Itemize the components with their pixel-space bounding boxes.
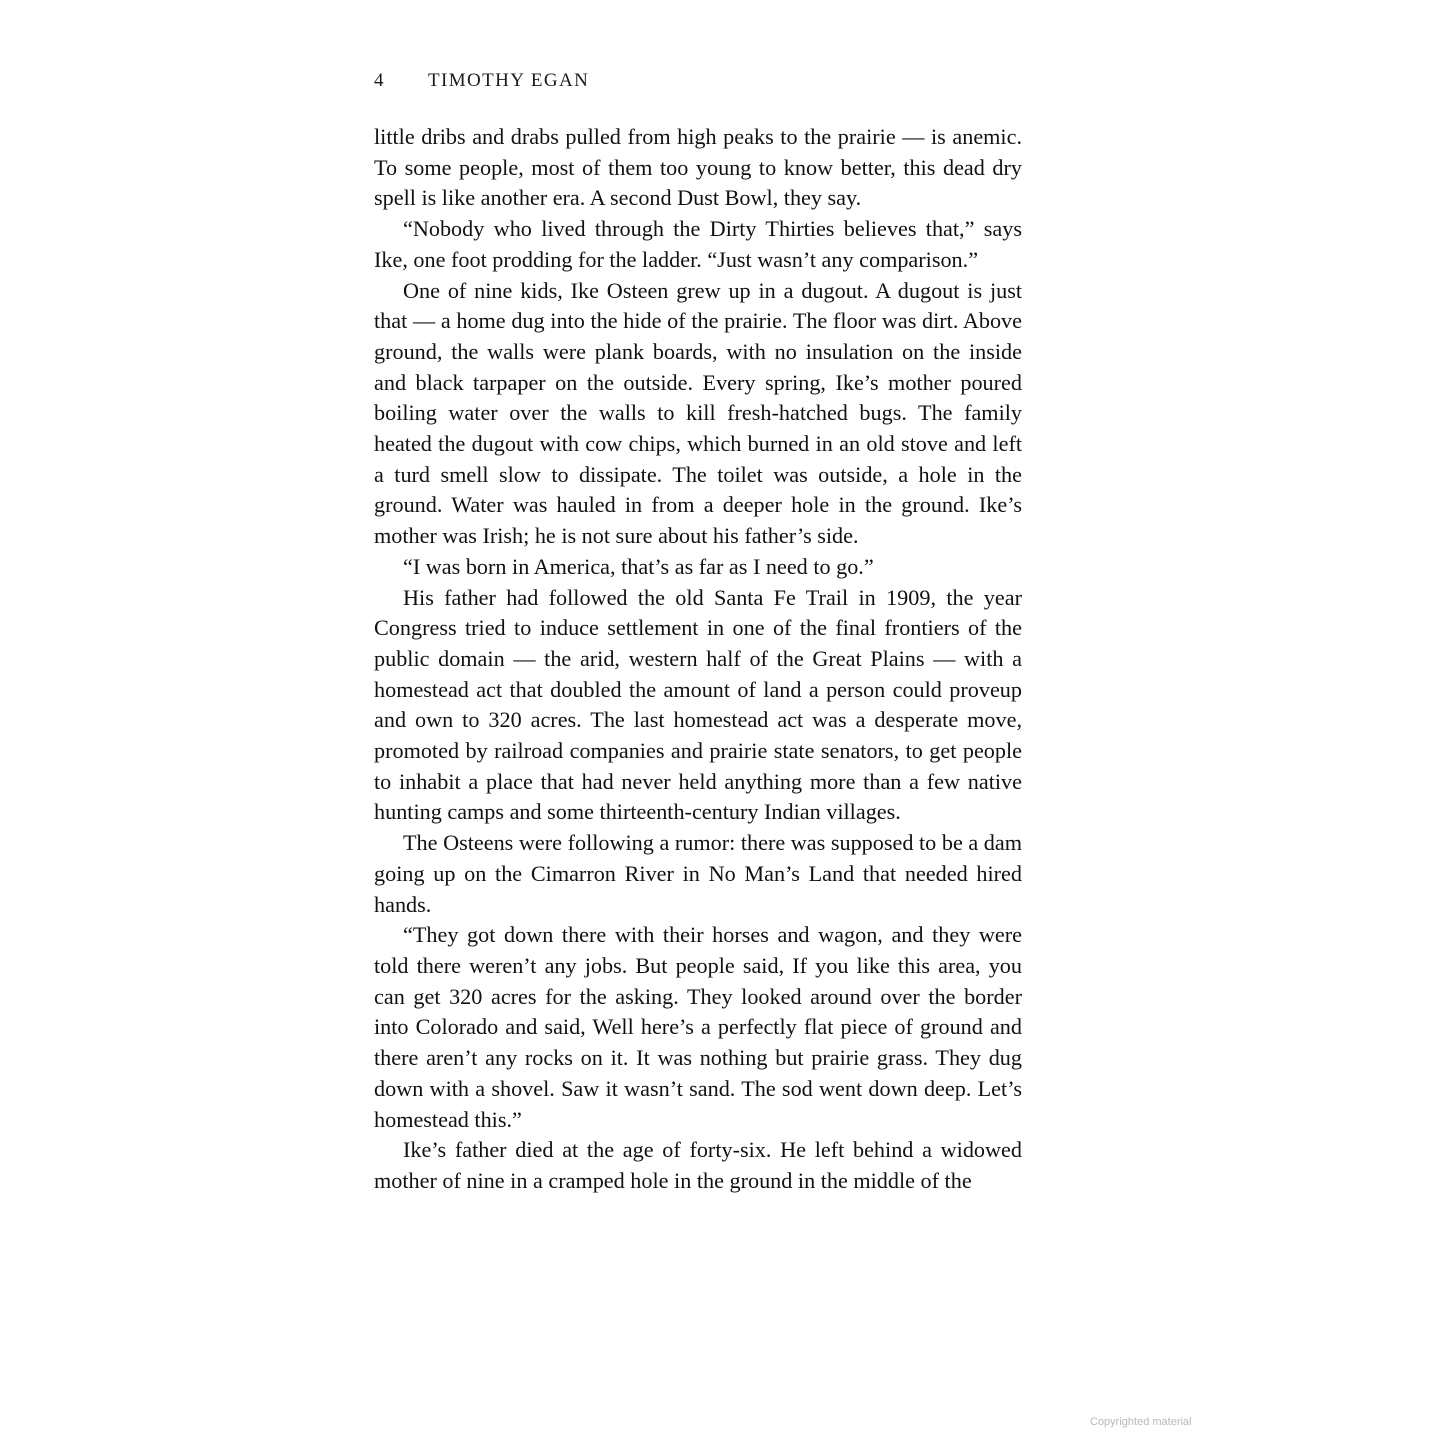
body-text [374, 122, 1022, 1197]
paragraph: “They got down there with their horses and wagon, and they were told there weren’t any jobs. But people said, If you like this area, you can get 320 acres for the asking. They looked around over the border into Colorado and said, Well here’s a perfectly flat piece of ground and there aren’t any rocks on it. It was nothing but prairie grass. They dug down with a shovel. Saw it wasn’t sand. The sod went down deep. Let’s homestead this.” [374, 922, 1022, 1132]
paragraph: The Osteens were following a rumor: there was supposed to be a dam going up on the Cimarron River in No Man’s Land that needed hired hands. [374, 830, 1022, 917]
paragraph: little dribs and drabs pulled from high peaks to the prairie — is anemic. To some people, most of them too young to know better, this dead dry spell is like another era. A second Dust Bowl, they say. [374, 124, 1022, 211]
author-name: TIMOTHY EGAN [428, 70, 590, 91]
page-number: 4 [374, 70, 385, 91]
paragraph: His father had followed the old Santa Fe Trail in 1909, the year Congress tried to induce settlement in one of the final frontiers of the public domain — the arid, western half of the Great Plains — with a homestead act that doubled the amount of land a person could proveup and own to 320 acres. The last homestead act was a desperate move, promoted by railroad companies and prairie state senators, to get people to inhabit a place that had never held anything more than a few native hunting camps and some thirteenth-century Indian villages. [374, 584, 1022, 825]
running-head [374, 70, 589, 92]
paragraph: Ike’s father died at the age of forty-six. He left behind a widowed mother of nine in a cramped hole in the ground in the middle of the [374, 1137, 1022, 1193]
paragraph: “Nobody who lived through the Dirty Thirties believes that,” says Ike, one foot prodding for the ladder. “Just wasn’t any comparison.” [374, 216, 1022, 272]
copyright-watermark: Copyrighted material [1090, 1416, 1192, 1428]
paragraph: “I was born in America, that’s as far as I need to go.” [403, 553, 874, 579]
paragraph: One of nine kids, Ike Osteen grew up in a dugout. A dugout is just that — a home dug into the hide of the prairie. The floor was dirt. Above ground, the walls were plank boards, with no insulation on the inside and black tarpaper on the outside. Every spring, Ike’s mother poured boiling water over the walls to kill fresh-hatched bugs. The family heated the dugout with cow chips, which burned in an old stove and left a turd smell slow to dissipate. The toilet was outside, a hole in the ground. Water was hauled in from a deeper hole in the ground. Ike’s mother was Irish; he is not sure about his father’s side. [374, 277, 1022, 549]
